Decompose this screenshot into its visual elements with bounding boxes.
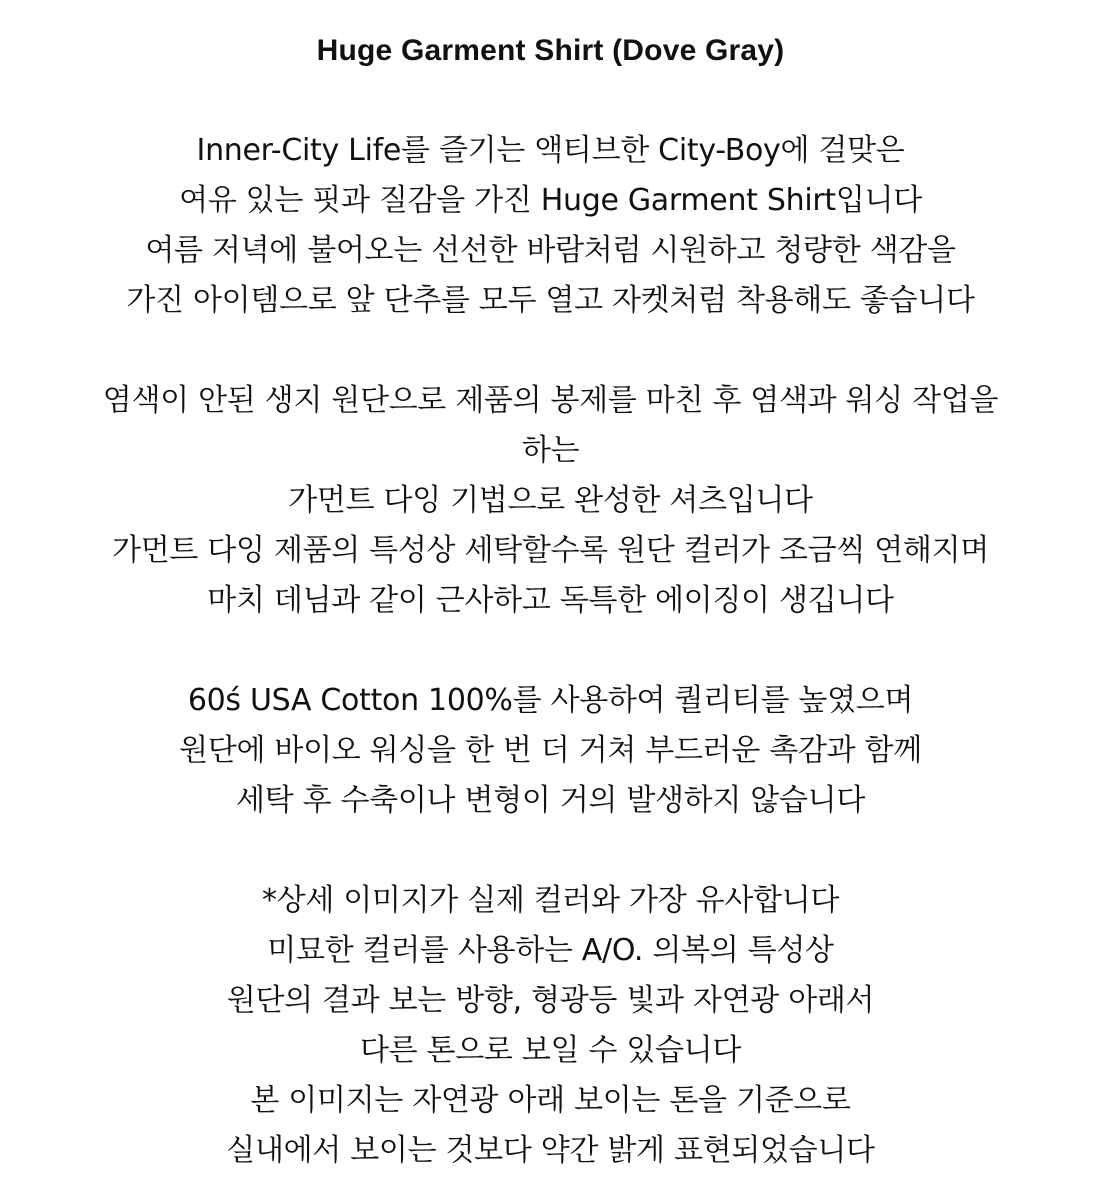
description-line: 가먼트 다잉 기법으로 완성한 셔츠입니다 [288,483,813,518]
description-line: 여름 저녁에 불어오는 선선한 바람처럼 시원하고 청량한 색감을 [145,233,956,268]
description-line: 원단에 바이오 워싱을 한 번 더 거쳐 부드러운 촉감과 함께 [179,733,922,768]
description-line: 60ś USA Cotton 100%를 사용하여 퀄리티를 높였으며 [187,683,914,718]
description-line: 가먼트 다잉 제품의 특성상 세탁할수록 원단 컬러가 조금씩 연해지며 [112,533,989,568]
product-title: Huge Garment Shirt (Dove Gray) [316,34,785,67]
description-line: Inner-City Life를 즐기는 액티브한 City-Boy에 걸맞은 [196,133,905,168]
description-line: 마치 데님과 같이 근사하고 독특한 에이징이 생깁니다 [207,583,894,618]
description-paragraph-intro [0,126,1101,326]
description-line: 미묘한 컬러를 사용하는 A/O. 의복의 특성상 [267,933,834,968]
description-line: 여유 있는 핏과 질감을 가진 Huge Garment Shirt입니다 [179,183,922,218]
description-line: 본 이미지는 자연광 아래 보이는 톤을 기준으로 [250,1083,851,1118]
description-line: 가진 아이템으로 앞 단추를 모두 열고 자켓처럼 착용해도 좋습니다 [126,283,975,318]
description-line: *상세 이미지가 실제 컬러와 가장 유사합니다 [261,883,840,918]
description-paragraph-color-notice [0,876,1101,1176]
description-line: 원단의 결과 보는 방향, 형광등 빛과 자연광 아래서 [226,983,875,1018]
description-line: 다른 톤으로 보일 수 있습니다 [359,1033,742,1068]
description-line: 세탁 후 수축이나 변형이 거의 발생하지 않습니다 [235,783,866,818]
description-paragraph-garment-dyeing [0,376,1101,626]
description-paragraph-fabric [0,676,1101,826]
description-line: 실내에서 보이는 것보다 약간 밝게 표현되었습니다 [226,1133,875,1168]
description-line: 염색이 안된 생지 원단으로 제품의 봉제를 마친 후 염색과 워싱 작업을 [102,383,999,418]
description-line: 하는 [521,433,580,468]
